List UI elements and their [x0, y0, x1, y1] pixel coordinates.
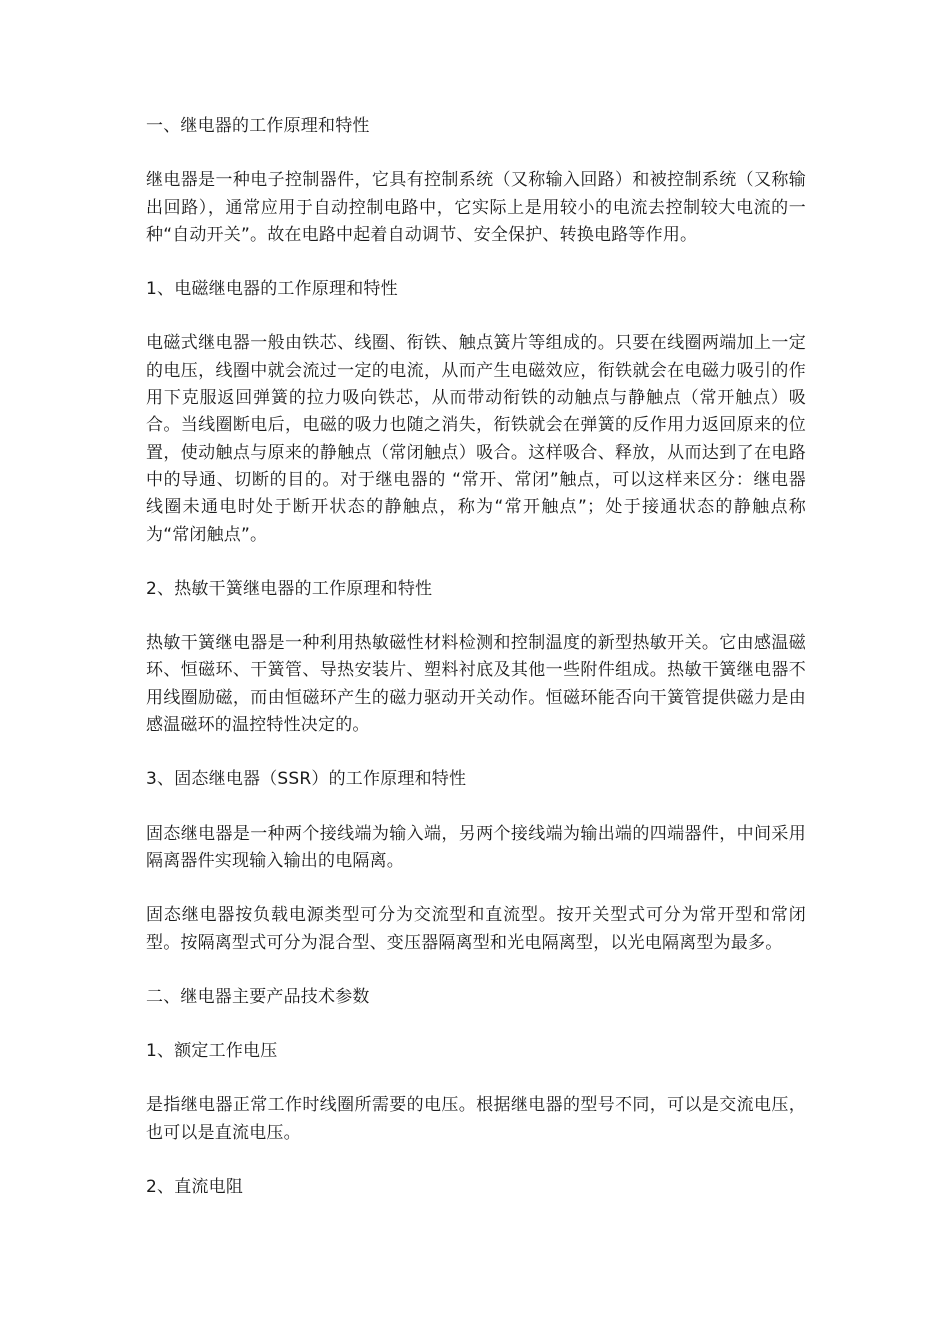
paragraph: 继电器是一种电子控制器件，它具有控制系统（又称输入回路）和被控制系统（又称输出回路），通常应用于自动控制电路中，它实际上是用较小的电流去控制较大电流的一种“自动开关”。故在电路中起着自动调节、安全保护、转换电路等作用。 [146, 170, 806, 245]
paragraph: 电磁式继电器一般由铁芯、线圈、衔铁、触点簧片等组成的。只要在线圈两端加上一定的电压，线圈中就会流过一定的电流，从而产生电磁效应，衔铁就会在电磁力吸引的作用下克服返回弹簧的拉力吸向铁芯，从而带动衔铁的动触点与静触点（常开触点）吸合。当线圈断电后，电磁的吸力也随之消失，衔铁就会在弹簧的反作用力返回原来的位置，使动触点与原来的静触点（常闭触点）吸合。这样吸合、释放，从而达到了在电路中的导通、切断的目的。对于继电器的 “常开、常闭”触点，可以这样来区分：继电器线圈未通电时处于断开状态的静触点，称为“常开触点”；处于接通状态的静触点称为“常闭触点”。 [146, 333, 806, 545]
subsection-heading: 3、固态继电器（SSR）的工作原理和特性 [146, 769, 467, 790]
paragraph: 固态继电器是一种两个接线端为输入端，另两个接线端为输出端的四端器件，中间采用隔离器件实现输入输出的电隔离。 [146, 823, 806, 871]
paragraph: 是指继电器正常工作时线圈所需要的电压。根据继电器的型号不同，可以是交流电压，也可以是直流电压。 [146, 1095, 806, 1143]
paragraph: 固态继电器按负载电源类型可分为交流型和直流型。按开关型式可分为常开型和常闭型。按隔离型式可分为混合型、变压器隔离型和光电隔离型，以光电隔离型为最多。 [146, 905, 806, 953]
section-heading: 二、继电器主要产品技术参数 [146, 986, 370, 1007]
subsection-heading: 2、热敏干簧继电器的工作原理和特性 [146, 578, 433, 599]
subsection-heading: 2、直流电阻 [146, 1177, 244, 1198]
subsection-heading: 1、额定工作电压 [146, 1041, 278, 1062]
subsection-heading: 1、电磁继电器的工作原理和特性 [146, 279, 398, 300]
paragraph: 热敏干簧继电器是一种利用热敏磁性材料检测和控制温度的新型热敏开关。它由感温磁环、恒磁环、干簧管、导热安装片、塑料衬底及其他一些附件组成。热敏干簧继电器不用线圈励磁，而由恒磁环产生的磁力驱动开关动作。恒磁环能否向干簧管提供磁力是由感温磁环的温控特性决定的。 [146, 633, 806, 736]
document-page [146, 113, 806, 1228]
section-heading: 一、继电器的工作原理和特性 [146, 116, 370, 136]
